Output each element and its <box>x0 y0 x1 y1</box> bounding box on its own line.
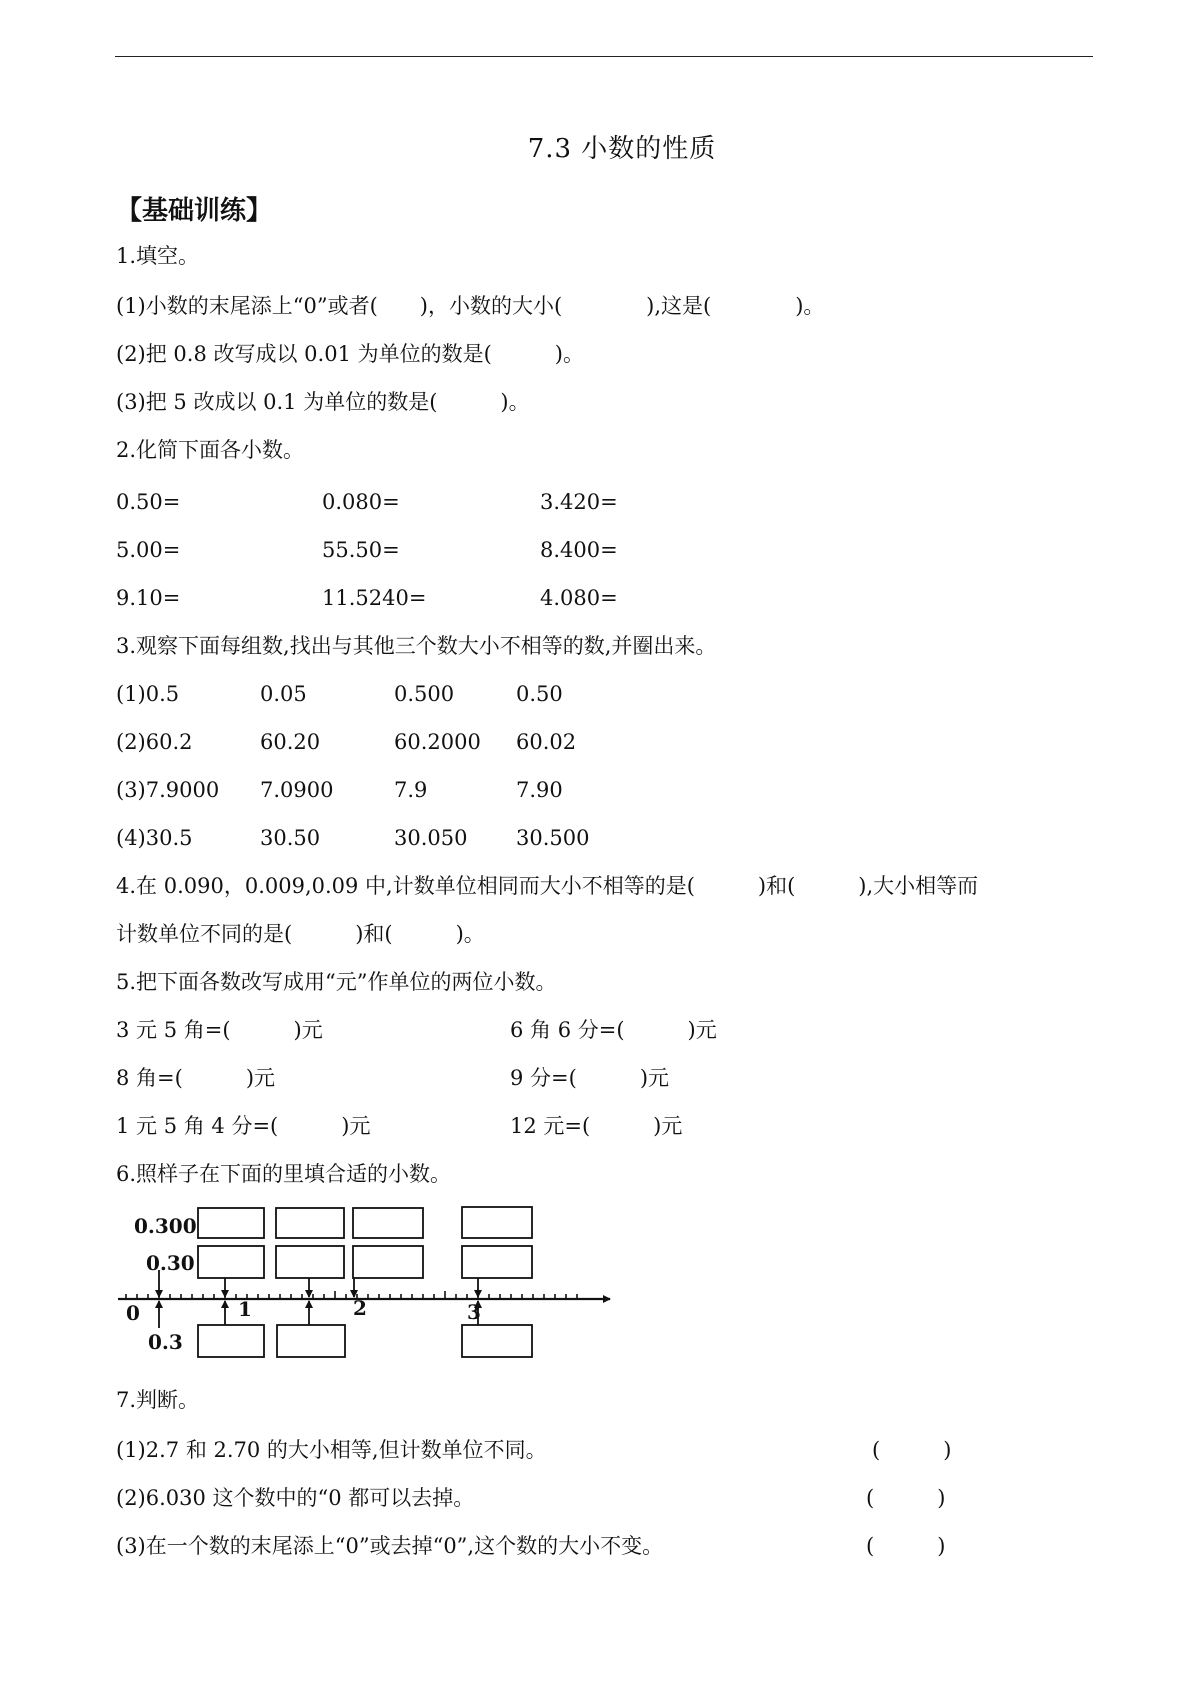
q2-cell: 0.080= <box>322 490 400 514</box>
q3-cell: 0.05 <box>260 682 307 706</box>
q3-cell: 0.500 <box>394 682 455 706</box>
q2-cell: 11.5240= <box>322 586 427 610</box>
q3-heading: 3.观察下面每组数,找出与其他三个数大小不相等的数,并圈出来。 <box>116 634 717 658</box>
q5-cell: 3 元 5 角=( )元 <box>116 1018 323 1042</box>
q5-cell: 12 元=( )元 <box>510 1114 683 1138</box>
answer-box[interactable] <box>276 1208 344 1238</box>
q2-cell: 4.080= <box>540 586 618 610</box>
q3-cell: 30.500 <box>516 826 590 850</box>
label-0300: 0.300 <box>134 1214 197 1238</box>
page-title <box>0 128 1200 165</box>
label-03: 0.3 <box>148 1330 183 1354</box>
q5-cell: 6 角 6 分=( )元 <box>510 1018 717 1042</box>
q3-cell: 7.9 <box>394 778 428 802</box>
q3-cell: 60.02 <box>516 730 577 754</box>
q6-heading: 6.照样子在下面的里填合适的小数。 <box>116 1162 452 1186</box>
q2-cell: 8.400= <box>540 538 618 562</box>
answer-box[interactable] <box>462 1325 532 1357</box>
q2-heading: 2.化简下面各小数。 <box>116 438 305 462</box>
tick-label-0: 0 <box>126 1301 140 1325</box>
answer-box[interactable] <box>462 1246 532 1278</box>
q3-cell: 0.50 <box>516 682 563 706</box>
q2-cell: 5.00= <box>116 538 181 562</box>
tick-label-3: 3 <box>467 1300 481 1324</box>
answer-box[interactable] <box>353 1208 423 1238</box>
answer-box[interactable] <box>198 1246 264 1278</box>
q7-item-3: (3)在一个数的末尾添上“0”或去掉“0”,这个数的大小不变。 <box>116 1534 664 1558</box>
label-030: 0.30 <box>146 1251 195 1275</box>
q3-cell: 60.20 <box>260 730 321 754</box>
q1-item-1: (1)小数的末尾添上“0”或者( )，小数的大小( ),这是( )。 <box>116 294 825 318</box>
q1-item-2: (2)把 0.8 改写成以 0.01 为单位的数是( )。 <box>116 342 584 366</box>
q3-cell: (2)60.2 <box>116 730 193 754</box>
header-rule <box>115 56 1093 57</box>
q7-blank-3[interactable]: ( ) <box>866 1534 946 1558</box>
q5-cell: 9 分=( )元 <box>510 1066 670 1090</box>
q2-cell: 3.420= <box>540 490 618 514</box>
q2-cell: 9.10= <box>116 586 181 610</box>
q3-cell: (4)30.5 <box>116 826 193 850</box>
q7-item-1: (1)2.7 和 2.70 的大小相等,但计数单位不同。 <box>116 1438 547 1462</box>
q4-line-2: 计数单位不同的是( )和( )。 <box>116 922 485 946</box>
q3-cell: 30.050 <box>394 826 468 850</box>
q4-line-1: 4.在 0.090，0.009,0.09 中,计数单位相同而大小不相等的是( )和( ),大小相等而 <box>116 874 979 898</box>
q7-heading: 7.判断。 <box>116 1388 200 1412</box>
q3-cell: 7.0900 <box>260 778 334 802</box>
section-heading: 【基础训练】 <box>116 196 273 226</box>
q7-item-2: (2)6.030 这个数中的“0 都可以去掉。 <box>116 1486 475 1510</box>
tick-label-2: 2 <box>353 1296 367 1320</box>
q3-cell: 7.90 <box>516 778 563 802</box>
answer-box[interactable] <box>462 1207 532 1238</box>
q5-heading: 5.把下面各数改写成用“元”作单位的两位小数。 <box>116 970 557 994</box>
q5-cell: 1 元 5 角 4 分=( )元 <box>116 1114 371 1138</box>
q2-cell: 0.50= <box>116 490 181 514</box>
answer-box[interactable] <box>198 1208 264 1238</box>
answer-box[interactable] <box>277 1325 345 1357</box>
q1-heading: 1.填空。 <box>116 244 200 268</box>
answer-box[interactable] <box>198 1325 264 1357</box>
q7-blank-1[interactable]: ( ) <box>872 1438 952 1462</box>
number-line-figure <box>110 1196 630 1372</box>
minor-ticks <box>126 1291 577 1299</box>
page-title-text: 7.3 小数的性质 <box>527 134 717 164</box>
q3-cell: (3)7.9000 <box>116 778 220 802</box>
q3-cell: (1)0.5 <box>116 682 180 706</box>
q3-cell: 30.50 <box>260 826 321 850</box>
q3-cell: 60.2000 <box>394 730 481 754</box>
answer-box[interactable] <box>353 1246 423 1278</box>
q2-cell: 55.50= <box>322 538 400 562</box>
q7-blank-2[interactable]: ( ) <box>866 1486 946 1510</box>
q5-cell: 8 角=( )元 <box>116 1066 276 1090</box>
tick-label-1: 1 <box>238 1297 252 1321</box>
answer-box[interactable] <box>276 1246 344 1278</box>
q1-item-3: (3)把 5 改成以 0.1 为单位的数是( )。 <box>116 390 530 414</box>
